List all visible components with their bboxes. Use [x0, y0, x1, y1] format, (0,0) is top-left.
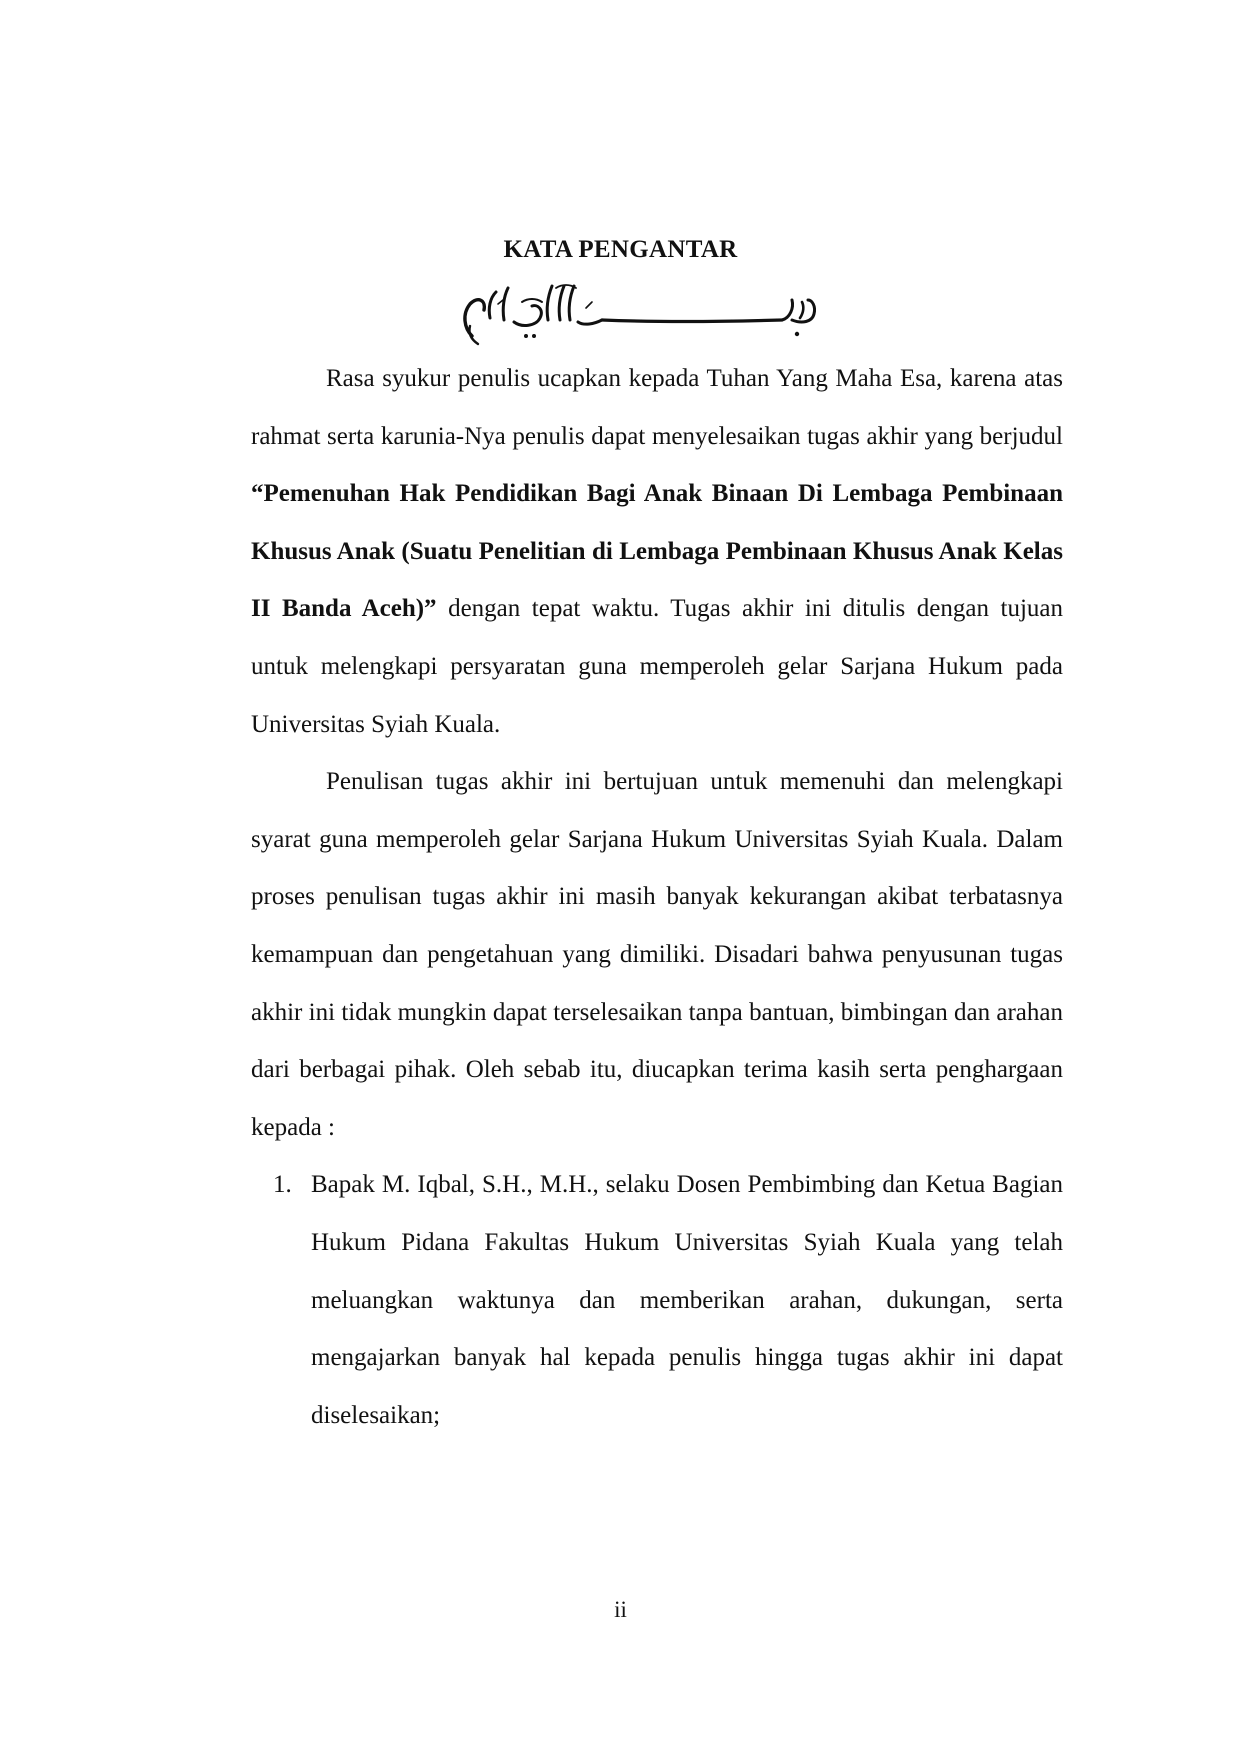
paragraph-2: Penulisan tugas akhir ini bertujuan untuk memenuhi dan melengkapi syarat guna memperoleh gelar Sarjana Hukum Universitas Syiah Kuala. Dalam proses penulisan tugas akhir ini masih banyak kekurangan akibat terbatasnya kemampuan dan pengetahuan yang dimiliki. Disadari bahwa penyusunan tugas akhir ini tidak mungkin dapat terselesaikan tanpa bantuan, bimbingan dan arahan dari berbagai pihak. Oleh sebab itu, diucapkan terima kasih serta penghargaan kepada :	[251, 768, 1063, 1141]
basmalah-calligraphy-icon	[452, 278, 852, 350]
page-number: ii	[614, 1597, 627, 1622]
list-item-text: Bapak M. Iqbal, S.H., M.H., selaku Dosen Pembimbing dan Ketua Bagian Hukum Pidana Fakultas Hukum Universitas Syiah Kuala yang telah meluangkan waktunya dan memberikan arahan, dukungan, serta mengajarkan banyak hal kepada penulis hingga tugas akhir ini dapat diselesaikan;	[311, 1171, 1063, 1429]
list-item	[251, 1156, 1063, 1444]
page-title: KATA PENGANTAR	[503, 236, 738, 263]
list-item-number: 1.	[273, 1171, 292, 1199]
paragraph-1-text-b: dengan tepat waktu. Tugas akhir ini ditulis dengan tujuan untuk melengkapi persyaratan guna memperoleh gelar Sarjana Hukum pada Universitas Syiah Kuala.	[251, 595, 1063, 738]
acknowledgement-list	[251, 1156, 1063, 1444]
paragraph-1-text-a: Rasa syukur penulis ucapkan kepada Tuhan Yang Maha Esa, karena atas rahmat serta karunia-Nya penulis dapat menyelesaikan tugas akhir yang berjudul	[251, 365, 1063, 450]
basmalah-text: بسم الله الرحمن الرحيم	[452, 278, 462, 279]
paragraph-1	[251, 350, 1063, 753]
body-text	[251, 350, 1063, 1444]
thesis-title: “Pemenuhan Hak Pendidikan Bagi Anak Binaan Di Lembaga Pembinaan Khusus Anak (Suatu Penelitian di Lembaga Pembinaan Khusus Anak Kelas II Banda Aceh)”	[251, 480, 1063, 623]
